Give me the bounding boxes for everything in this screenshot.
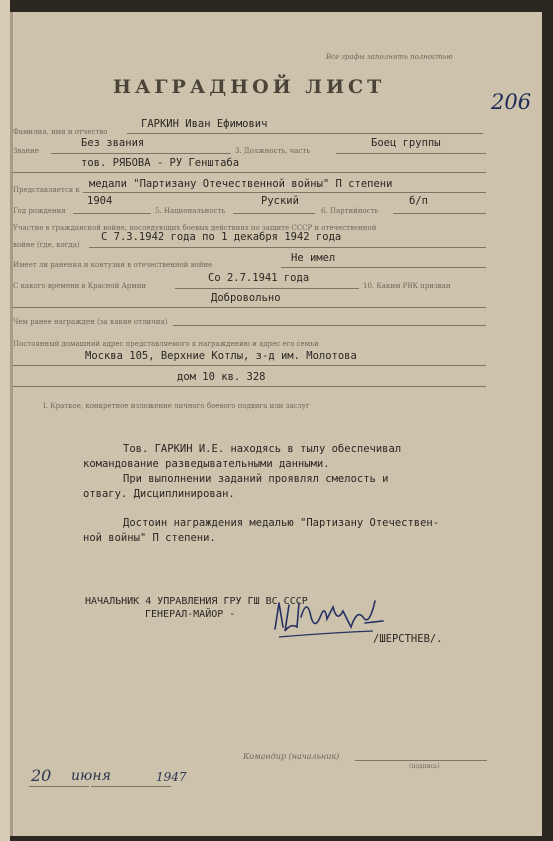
field-war-participation-line xyxy=(89,247,486,248)
commander-signature-caption: (подпись) xyxy=(409,763,440,770)
field-rvk-line xyxy=(13,307,486,308)
body-line-4: отвагу. Дисциплинирован. xyxy=(83,488,235,500)
left-page-strip xyxy=(0,0,10,841)
field-position-line xyxy=(336,153,486,154)
field-party-line xyxy=(393,213,486,214)
field-war-participation-value: С 7.3.1942 года по 1 декабря 1942 года xyxy=(101,231,342,243)
field-position-value: Боец группы xyxy=(371,137,441,149)
header-note: Все графы заполнять полностью xyxy=(326,53,453,61)
field-name-label: Фамилия, имя и отчество xyxy=(13,128,108,136)
date-year: 1947 xyxy=(156,770,187,784)
signatory-rank: ГЕНЕРАЛ-МАЙОР - xyxy=(145,609,236,620)
body-line-6: ной войны" П степени. xyxy=(83,532,216,544)
signatory-title: НАЧАЛЬНИК 4 УПРАВЛЕНИЯ ГРУ ГШ ВС СССР xyxy=(85,596,308,607)
field-army-since-value: Со 2.7.1941 года xyxy=(208,272,310,284)
field-wounds-value: Не имел xyxy=(291,252,336,264)
field-war-participation-label-cont: войне (где, когда) xyxy=(13,241,80,249)
field-prior-awards-line xyxy=(173,325,486,326)
date-month: июня xyxy=(71,768,111,784)
field-wounds-label: Имеет ли ранения и контузии в отечественной войне xyxy=(13,261,213,269)
field-army-since-label: С какого времени в Красной Армии xyxy=(13,282,147,290)
field-birth-line xyxy=(73,213,151,214)
field-party-label: 6. Партийность xyxy=(321,207,379,215)
field-address-label: Постоянный домашний адрес представляемого к награждению и адрес его семьи xyxy=(13,340,319,348)
field-name-value: ГАРКИН Иван Ефимович xyxy=(141,118,268,130)
field-address-value: Москва 105, Верхние Котлы, з-д им. Молотова xyxy=(85,350,357,362)
field-position-value-cont: тов. РЯБОВА - РУ Генштаба xyxy=(81,157,240,169)
field-wounds-line xyxy=(281,267,486,268)
body-line-3: При выполнении заданий проявлял смелость и xyxy=(123,473,389,485)
field-address-value-cont: дом 10 кв. 328 xyxy=(177,371,266,383)
section-heading: I. Краткое, конкретное изложение личного боевого подвига или заслуг xyxy=(43,402,310,410)
body-line-1: Тов. ГАРКИН И.Е. находясь в тылу обеспечивал xyxy=(123,443,402,455)
field-war-participation-label: Участие в гражданской войне, последующих боевых действиях по защите СССР и отечественной xyxy=(13,224,377,232)
field-rank-label: Звание xyxy=(13,147,39,155)
field-birth-label: Год рождения xyxy=(13,207,66,215)
date-month-line xyxy=(91,786,171,787)
commander-signature-line xyxy=(355,760,487,761)
field-rvk-value: Добровольно xyxy=(211,292,281,304)
award-sheet xyxy=(10,12,542,836)
body-line-2: командование разведывательными данными. xyxy=(83,458,330,470)
body-line-5: Достоин награждения медалью "Партизану Отечествен- xyxy=(123,517,440,529)
field-nationality-line xyxy=(233,213,315,214)
field-address-cont-line xyxy=(13,386,486,387)
field-birth-value: 1904 xyxy=(87,195,113,207)
signatory-name: /ШЕРСТНЕВ/. xyxy=(373,633,443,645)
field-nationality-label: 5. Национальность xyxy=(155,207,226,215)
field-nominated-value: медали "Партизану Отечественной войны" П степени xyxy=(89,178,393,190)
commander-label: Командир (начальник) xyxy=(243,752,340,761)
field-nationality-value: Руский xyxy=(261,195,299,207)
field-name-line xyxy=(127,133,483,134)
field-address-line xyxy=(13,365,486,366)
field-rank-line xyxy=(51,153,231,154)
field-position-label: 3. Должность, часть xyxy=(235,147,311,155)
field-army-since-line xyxy=(175,288,359,289)
field-party-value: б/п xyxy=(409,195,428,207)
field-position-cont-line xyxy=(13,172,486,173)
field-rvk-label: 10. Каким РВК призван xyxy=(363,282,451,290)
document-title: НАГРАДНОЙ ЛИСТ xyxy=(113,76,386,98)
field-nominated-label: Представляется к xyxy=(13,186,80,194)
field-rank-value: Без звания xyxy=(81,137,145,149)
archive-number: 206 xyxy=(491,90,532,114)
date-day-line xyxy=(29,786,89,787)
field-prior-awards-label: Чем ранее награжден (за какие отличия) xyxy=(13,318,168,326)
field-nominated-line xyxy=(83,192,486,193)
date-day: 20 xyxy=(31,766,52,785)
